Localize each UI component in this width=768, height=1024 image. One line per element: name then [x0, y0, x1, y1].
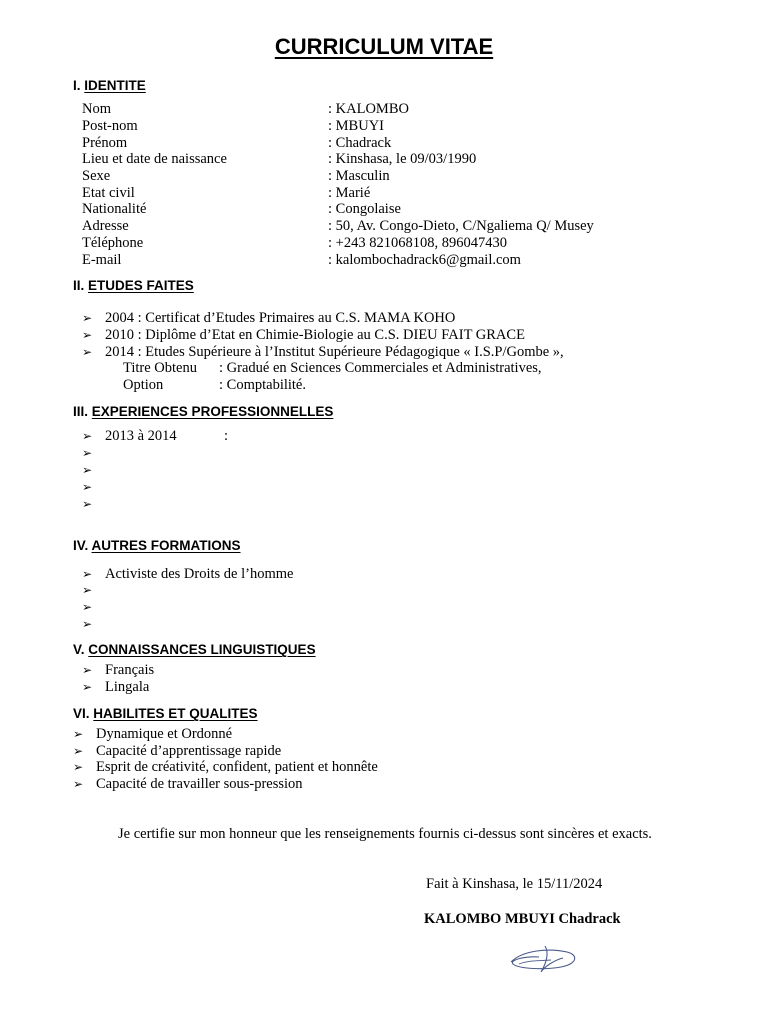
signer-name: KALOMBO MBUYI Chadrack: [424, 911, 621, 927]
section-heading: CONNAISSANCES LINGUISTIQUES: [88, 642, 316, 657]
list-item-text: 2004 : Certificat d’Etudes Primaires au C.S. MAMA KOHO: [105, 310, 456, 326]
bullet-arrow-icon: ➢: [82, 429, 93, 443]
list-item-text: 2010 : Diplôme d’Etat en Chimie-Biologie au C.S. DIEU FAIT GRACE: [105, 327, 525, 343]
identity-label: Etat civil: [82, 185, 135, 201]
bullet-arrow-icon: ➢: [73, 760, 84, 774]
identity-value: : Kinshasa, le 09/03/1990: [328, 151, 477, 167]
bullet-arrow-icon: ➢: [82, 463, 93, 477]
list-item-text: 2013 à 2014: [105, 428, 177, 444]
identity-value: : Congolaise: [328, 201, 401, 217]
identity-value: : +243 821068108, 896047430: [328, 235, 507, 251]
bullet-arrow-icon: ➢: [82, 567, 93, 581]
identity-label: Sexe: [82, 168, 111, 184]
section-title-experiences: [73, 404, 333, 419]
bullet-arrow-icon: ➢: [82, 617, 93, 631]
study-detail-label: Option: [123, 377, 164, 393]
bullet-arrow-icon: ➢: [82, 446, 93, 460]
identity-label: Lieu et date de naissance: [82, 151, 227, 167]
list-item-text: Activiste des Droits de l’homme: [105, 566, 294, 582]
bullet-arrow-icon: ➢: [82, 480, 93, 494]
identity-value: : KALOMBO: [328, 101, 409, 117]
identity-label: E-mail: [82, 252, 122, 268]
section-number: III.: [73, 404, 89, 419]
section-heading: AUTRES FORMATIONS: [91, 538, 241, 553]
list-item-text: Dynamique et Ordonné: [96, 726, 233, 742]
bullet-arrow-icon: ➢: [82, 680, 93, 694]
bullet-arrow-icon: ➢: [82, 600, 93, 614]
list-item-text: Français: [105, 662, 155, 678]
identity-label: Téléphone: [82, 235, 144, 251]
section-heading: EXPERIENCES PROFESSIONNELLES: [91, 404, 334, 419]
bullet-arrow-icon: ➢: [82, 497, 93, 511]
bullet-arrow-icon: ➢: [73, 777, 84, 791]
bullet-arrow-icon: ➢: [82, 328, 93, 342]
list-item-text: Esprit de créativité, confident, patient et honnête: [96, 759, 378, 775]
bullet-arrow-icon: ➢: [82, 311, 93, 325]
identity-label: Post-nom: [82, 118, 138, 134]
bullet-arrow-icon: ➢: [73, 727, 84, 741]
identity-label: Nationalité: [82, 201, 147, 217]
bullet-arrow-icon: ➢: [73, 744, 84, 758]
section-title-formations: [73, 538, 241, 553]
section-number: VI.: [73, 706, 90, 721]
section-title-langues: [73, 642, 316, 657]
section-heading: IDENTITE: [84, 78, 146, 93]
bullet-arrow-icon: ➢: [82, 663, 93, 677]
section-title-qualites: [73, 706, 258, 721]
section-number: I.: [73, 78, 81, 93]
identity-value: : Marié: [328, 185, 371, 201]
identity-value: : Chadrack: [328, 135, 392, 151]
study-detail-label: Titre Obtenu: [123, 360, 197, 376]
place-and-date: Fait à Kinshasa, le 15/11/2024: [426, 876, 603, 892]
identity-value: : Masculin: [328, 168, 390, 184]
bullet-arrow-icon: ➢: [82, 583, 93, 597]
signature-icon: [505, 942, 585, 976]
identity-value: : kalombochadrack6@gmail.com: [328, 252, 521, 268]
list-item-text: Capacité d’apprentissage rapide: [96, 743, 282, 759]
section-number: IV.: [73, 538, 89, 553]
identity-label: Prénom: [82, 135, 128, 151]
section-heading: ETUDES FAITES: [88, 278, 194, 293]
identity-value: : 50, Av. Congo-Dieto, C/Ngaliema Q/ Musey: [328, 218, 594, 234]
page-title: CURRICULUM VITAE: [274, 34, 494, 59]
identity-label: Adresse: [82, 218, 129, 234]
study-detail-value: : Gradué en Sciences Commerciales et Administratives,: [219, 360, 542, 376]
list-item-text: 2014 : Etudes Supérieure à l’Institut Supérieure Pédagogique « I.S.P/Gombe »,: [105, 344, 564, 360]
list-item-text: Lingala: [105, 679, 150, 695]
list-item-detail: :: [224, 428, 229, 444]
section-title-etudes: [73, 278, 194, 293]
certification-statement: Je certifie sur mon honneur que les renseignements fournis ci-dessus sont sincères et exacts.: [118, 826, 652, 842]
identity-value: : MBUYI: [328, 118, 384, 134]
bullet-arrow-icon: ➢: [82, 345, 93, 359]
list-item-text: Capacité de travailler sous-pression: [96, 776, 303, 792]
section-number: V.: [73, 642, 85, 657]
section-title-identite: [73, 78, 146, 93]
section-number: II.: [73, 278, 85, 293]
section-heading: HABILITES ET QUALITES: [93, 706, 258, 721]
identity-label: Nom: [82, 101, 111, 117]
study-detail-value: : Comptabilité.: [219, 377, 306, 393]
